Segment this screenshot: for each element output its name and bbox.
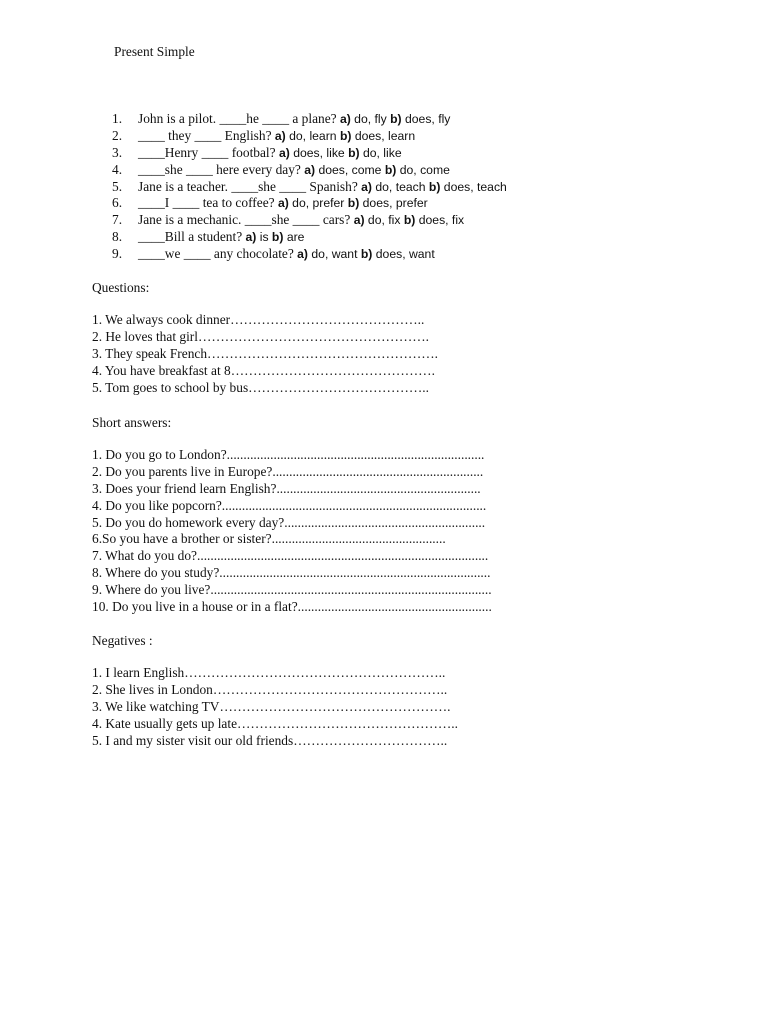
exercise-line: 1. I learn English………………………………………………….. — [92, 665, 446, 680]
option-a-text: do, teach — [371, 179, 429, 194]
list-item — [112, 212, 507, 229]
item-number: 2. — [112, 127, 123, 143]
exercise-line: 10. Do you live in a house or in a flat?.......................................................... — [92, 599, 492, 615]
option-a-label: a) — [277, 196, 289, 211]
exercise-line: 3. They speak French……………………………………………. — [92, 345, 439, 361]
option-a-label: a) — [361, 179, 372, 194]
option-a-label: a) — [339, 112, 351, 126]
item-number: 3. — [112, 144, 123, 160]
option-b-label: b) — [403, 213, 416, 228]
option-b-text: does, prefer — [359, 196, 428, 211]
option-b-label: b) — [348, 145, 360, 160]
option-b-text: do, come — [396, 162, 450, 177]
exercise-line: 2. He loves that girl……………………………………………. — [92, 328, 429, 344]
list-item — [112, 111, 507, 128]
item-number: 7. — [112, 212, 123, 228]
section-heading: Questions: — [92, 280, 150, 295]
section-heading: Negatives : — [92, 633, 153, 648]
section-heading: Short answers: — [92, 415, 172, 430]
exercise-line: 3. We like watching TV……………………………………………. — [92, 698, 451, 714]
option-a-label: a) — [278, 145, 290, 160]
item-text: ____Henry ____ footbal? — [138, 144, 276, 160]
list-item — [112, 145, 507, 162]
exercise-line: 3. Does your friend learn English?............................................................. — [92, 480, 481, 496]
item-text: ____I ____ tea to coffee? — [138, 195, 275, 211]
list-item — [112, 229, 507, 246]
option-b-label: b) — [428, 179, 441, 194]
option-a-text: do, fix — [364, 213, 404, 228]
negatives-section — [92, 632, 458, 749]
exercise-line: 6.So you have a brother or sister?.................................................... — [92, 531, 446, 547]
exercise-choice-list — [112, 111, 507, 263]
option-b-label: b) — [390, 112, 402, 126]
option-b-text: does, teach — [440, 179, 507, 194]
option-a-text: does, come — [315, 162, 385, 177]
list-item — [112, 162, 507, 179]
item-number: 5. — [112, 178, 123, 194]
list-item — [112, 195, 507, 212]
option-a-label: a) — [245, 230, 257, 245]
option-a-text: do, want — [308, 247, 361, 262]
item-text: ____we ____ any chocolate? — [138, 246, 294, 262]
item-number: 1. — [112, 111, 123, 126]
exercise-line: 5. Tom goes to school by bus………………………………….. — [92, 379, 429, 395]
exercise-line: 1. Do you go to London?............................................................................. — [92, 447, 485, 462]
item-text: John is a pilot. ____he ____ a plane? — [138, 111, 337, 126]
option-b-text: are — [283, 230, 305, 245]
exercise-line: 4. Kate usually gets up late………………………………………….. — [92, 715, 458, 731]
option-a-label: a) — [297, 247, 308, 262]
item-text: ____she ____ here every day? — [138, 161, 301, 177]
list-item — [112, 179, 507, 196]
option-b-label: b) — [360, 247, 373, 262]
option-b-text: does, learn — [351, 128, 416, 143]
option-a-label: a) — [353, 213, 365, 228]
option-b-label: b) — [347, 196, 360, 211]
option-b-label: b) — [384, 162, 397, 177]
option-a-text: do, prefer — [288, 196, 348, 211]
option-b-text: does, fly — [401, 112, 451, 126]
option-a-text: do, learn — [285, 128, 340, 143]
exercise-line: 5. Do you do homework every day?............................................................ — [92, 514, 486, 530]
list-item — [112, 246, 507, 263]
exercise-line: 2. Do you parents live in Europe?............................................................... — [92, 463, 484, 479]
option-b-text: does, fix — [415, 213, 465, 228]
item-text: Jane is a mechanic. ____she ____ cars? — [138, 212, 351, 228]
exercise-line: 4. You have breakfast at 8………………………………………. — [92, 362, 435, 378]
option-a-label: a) — [274, 128, 286, 143]
list-item — [112, 128, 507, 145]
item-text: ____ they ____ English? — [138, 127, 272, 143]
item-number: 8. — [112, 229, 123, 245]
page-title: Present Simple — [114, 44, 195, 59]
questions-section — [92, 279, 438, 396]
option-b-label: b) — [271, 230, 284, 245]
option-a-text: does, like — [289, 145, 349, 160]
exercise-line: 5. I and my sister visit our old friends…………………………….. — [92, 732, 448, 748]
exercise-line: 9. Where do you live?.................................................................................... — [92, 582, 492, 598]
option-b-text: do, like — [359, 145, 402, 160]
item-number: 9. — [112, 246, 123, 262]
item-text: Jane is a teacher. ____she ____ Spanish? — [138, 178, 358, 194]
option-b-text: does, want — [372, 247, 435, 262]
item-text: ____Bill a student? — [138, 229, 243, 245]
exercise-line: 1. We always cook dinner…………………………………….. — [92, 312, 425, 327]
option-b-label: b) — [339, 128, 352, 143]
exercise-line: 7. What do you do?....................................................................................... — [92, 548, 489, 564]
exercise-line: 2. She lives in London…………………………………………….. — [92, 681, 448, 697]
short-answers-section — [92, 414, 492, 616]
item-number: 6. — [112, 195, 123, 211]
option-a-label: a) — [304, 162, 316, 177]
option-a-text: is — [256, 230, 272, 245]
option-a-text: do, fly — [350, 112, 391, 126]
exercise-line: 4. Do you like popcorn?............................................................................... — [92, 497, 487, 513]
item-number: 4. — [112, 161, 123, 177]
exercise-line: 8. Where do you study?................................................................................. — [92, 565, 491, 581]
